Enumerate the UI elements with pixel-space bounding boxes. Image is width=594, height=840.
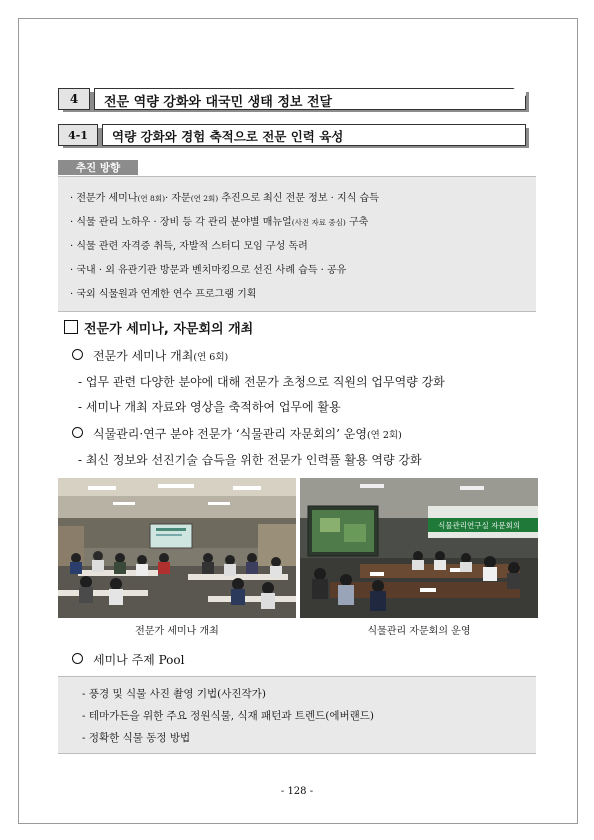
direction-tag: 추진 방향 (58, 160, 138, 175)
direction-item-5: · 국외 식물원과 연계한 연수 프로그램 기획 (70, 289, 257, 300)
circle-bullet-icon (72, 653, 83, 664)
pool-item-1: - 풍경 및 식물 사진 촬영 기법(사진작가) (82, 688, 266, 700)
seminar-photo-caption: 전문가 세미나 개최 (135, 626, 219, 637)
seminar-heading: 전문가 세미나 개최(연 6회) (72, 347, 228, 364)
advisory-banner-text: 식물관리연구실 자문회의 (438, 521, 521, 530)
advisory-photo (300, 478, 538, 618)
seminar-point-1: - 업무 관련 다양한 분야에 대해 전문가 초청으로 직원의 업무역량 강화 (78, 375, 445, 389)
advisory-heading: 식물관리·연구 분야 전문가 ‘식물관리 자문회의’ 운영(연 2회) (72, 425, 402, 442)
page-number: - 128 - (280, 786, 314, 797)
direction-item-3: · 식물 관련 자격증 취득, 자발적 스터디 모임 구성 독려 (70, 241, 308, 252)
section-title: 전문가 세미나, 자문회의 개최 (64, 318, 253, 337)
heading2-number: 4-1 (58, 124, 98, 146)
seminar-photo (58, 478, 296, 618)
direction-item-2: · 식물 관리 노하우 · 장비 등 각 관리 분야별 매뉴얼(사진 자료 중심) 구축 (70, 217, 369, 228)
heading1-number: 4 (58, 88, 90, 110)
seminar-point-2: - 세미나 개최 자료와 영상을 축적하여 업무에 활용 (78, 400, 341, 414)
heading1-corner (510, 86, 526, 96)
circle-bullet-icon (72, 427, 83, 438)
advisory-point-1: - 최신 정보와 선진기술 습득을 위한 전문가 인력풀 활용 역량 강화 (78, 453, 422, 467)
heading2-title: 역량 강화와 경험 축적으로 전문 인력 육성 (112, 129, 344, 144)
pool-item-3: - 정확한 식물 동정 방법 (82, 732, 191, 744)
heading1-title: 전문 역량 강화와 대국민 생태 정보 전달 (104, 95, 333, 110)
pool-heading: 세미나 주제 Pool (72, 651, 184, 668)
pool-item-2: - 테마가든을 위한 주요 정원식물, 식재 패턴과 트렌드(에버랜드) (82, 710, 375, 722)
checkbox-square-icon (64, 320, 78, 334)
advisory-photo-caption: 식물관리 자문회의 운영 (367, 626, 471, 637)
circle-bullet-icon (72, 349, 83, 360)
direction-item-4: · 국내 · 외 유관기관 방문과 벤치마킹으로 선진 사례 습득 · 공유 (70, 265, 347, 276)
direction-item-1: · 전문가 세미나(연 8회)· 자문(연 2회) 추진으로 최신 전문 정보 · 지식 습득 (70, 193, 379, 204)
